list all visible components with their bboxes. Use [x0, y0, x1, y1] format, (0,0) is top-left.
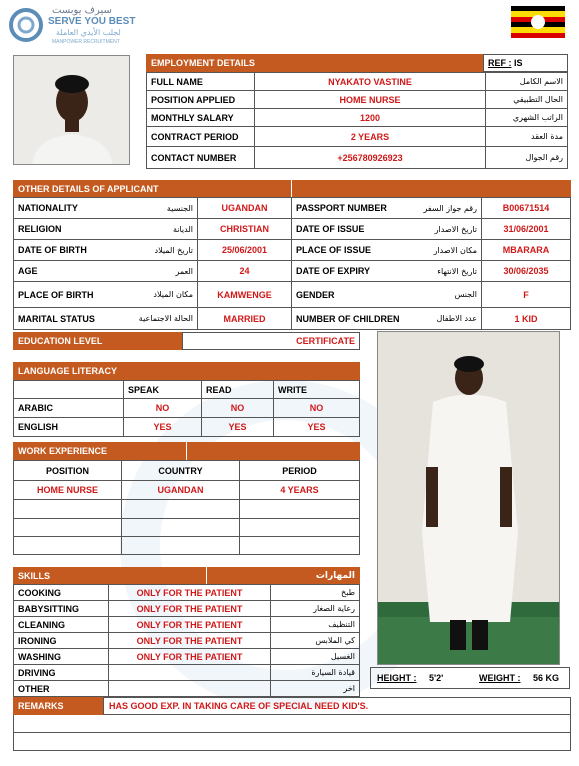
remarks-label-text: REMARKS [18, 701, 64, 711]
detail-label-ar: الجنسية [106, 198, 198, 219]
logo-icon [8, 7, 44, 43]
other-details-header-label: OTHER DETAILS OF APPLICANT [18, 183, 159, 194]
other-details-header-right [291, 180, 571, 197]
field-label-ar: الاسم الكامل [486, 73, 568, 91]
language-value: YES [202, 418, 274, 437]
detail-value: 1 KID [482, 308, 571, 330]
skill-value [109, 681, 271, 697]
detail-value: B00671514 [482, 198, 571, 219]
work-row [14, 481, 360, 500]
language-col: SPEAK [124, 381, 202, 399]
field-label-ar: رقم الجوال [486, 147, 568, 169]
detail-label-ar: عدد الاطفال [404, 308, 482, 330]
detail-value: MARRIED [198, 308, 292, 330]
uganda-flag-icon [511, 6, 565, 38]
detail-value: UGANDAN [198, 198, 292, 219]
field-label: CONTRACT PERIOD [147, 127, 255, 147]
skill-label: BABYSITTING [14, 601, 109, 617]
detail-label-ar: الجنس [404, 282, 482, 308]
field-value: 1200 [255, 109, 486, 127]
skill-label-ar: كي الملابس [271, 633, 360, 649]
work-col: PERIOD [240, 461, 360, 481]
height-weight-box [370, 667, 570, 689]
skill-row [14, 649, 360, 665]
detail-label-ar: تاريخ الاصدار [404, 219, 482, 240]
language-row [14, 418, 360, 437]
employment-header-label: EMPLOYMENT DETAILS [151, 58, 255, 68]
remarks-extra-line [13, 715, 571, 733]
field-label: POSITION APPLIED [147, 91, 255, 109]
detail-label: DATE OF BIRTH [14, 240, 106, 261]
language-header [13, 362, 360, 380]
weight-value: 56 KG [533, 673, 560, 683]
remarks-value: HAS GOOD EXP. IN TAKING CARE OF SPECIAL NEED KID'S. [109, 701, 369, 711]
employment-row [147, 91, 568, 109]
employment-row [147, 109, 568, 127]
detail-value: F [482, 282, 571, 308]
language-value: YES [124, 418, 202, 437]
field-label-ar: الحال التطبيقي [486, 91, 568, 109]
language-name: ARABIC [14, 399, 124, 418]
language-value: NO [202, 399, 274, 418]
skill-value: ONLY FOR THE PATIENT [109, 649, 271, 665]
work-period: 4 YEARS [240, 481, 360, 500]
logo-arabic-sub: لجلب الأيدي العاملة [56, 28, 121, 37]
other-details-table [13, 197, 571, 330]
education-label-text: EDUCATION LEVEL [18, 336, 103, 346]
work-header-row [14, 461, 360, 481]
detail-row [14, 282, 571, 308]
skill-row [14, 633, 360, 649]
applicant-full-photo [377, 331, 560, 665]
work-col: COUNTRY [122, 461, 240, 481]
skill-label: DRIVING [14, 665, 109, 681]
skill-row [14, 585, 360, 601]
skill-value: ONLY FOR THE PATIENT [109, 633, 271, 649]
language-row [14, 399, 360, 418]
employment-row [147, 73, 568, 91]
work-row-empty [14, 500, 360, 519]
detail-label-ar: الديانة [106, 219, 198, 240]
field-label-ar: مدة العقد [486, 127, 568, 147]
skill-label-ar: قيادة السيارة [271, 665, 360, 681]
work-row-empty [14, 537, 360, 555]
skill-label-ar: اخر [271, 681, 360, 697]
detail-value: MBARARA [482, 240, 571, 261]
education-label [13, 332, 182, 350]
detail-value: 24 [198, 261, 292, 282]
detail-label-ar: العمر [106, 261, 198, 282]
work-header-right [186, 442, 360, 460]
skill-value: ONLY FOR THE PATIENT [109, 585, 271, 601]
detail-label-ar: مكان الاصدار [404, 240, 482, 261]
work-col: POSITION [14, 461, 122, 481]
remarks-value-box [103, 697, 571, 715]
detail-row [14, 219, 571, 240]
ref-box [483, 54, 568, 72]
logo-name: SERVE YOU BEST [48, 16, 136, 27]
detail-value: 30/06/2035 [482, 261, 571, 282]
height-value: 5'2' [429, 673, 444, 683]
detail-label-ar: رقم جواز السفر [404, 198, 482, 219]
skills-header-label: SKILLS [18, 570, 51, 581]
language-header-row [14, 381, 360, 399]
skill-label: CLEANING [14, 617, 109, 633]
field-label-ar: الراتب الشهري [486, 109, 568, 127]
employment-table [146, 72, 568, 169]
detail-label: RELIGION [14, 219, 106, 240]
field-value: NYAKATO VASTINE [255, 73, 486, 91]
detail-label: PLACE OF ISSUE [292, 240, 404, 261]
work-table [13, 460, 360, 555]
skill-row [14, 601, 360, 617]
height-label: HEIGHT : [377, 673, 417, 683]
detail-value: 31/06/2001 [482, 219, 571, 240]
skill-value: ONLY FOR THE PATIENT [109, 617, 271, 633]
skill-value: ONLY FOR THE PATIENT [109, 601, 271, 617]
skill-row [14, 681, 360, 697]
skills-table [13, 584, 360, 697]
work-country: UGANDAN [122, 481, 240, 500]
skill-label-ar: طبخ [271, 585, 360, 601]
language-value: NO [124, 399, 202, 418]
logo-tagline: MANPOWER RECRUITMENT [52, 39, 120, 45]
detail-label: DATE OF ISSUE [292, 219, 404, 240]
other-details-header [13, 180, 291, 197]
employment-header [146, 54, 483, 72]
field-value: HOME NURSE [255, 91, 486, 109]
language-corner [14, 381, 124, 399]
detail-row [14, 240, 571, 261]
detail-row [14, 308, 571, 330]
detail-row [14, 261, 571, 282]
logo-arabic: سيرف يوبست [52, 5, 112, 16]
skill-label-ar: رعاية الصغار [271, 601, 360, 617]
ref-value: IS [514, 58, 523, 68]
field-value: +256780926923 [255, 147, 486, 169]
education-value-box [182, 332, 360, 350]
skill-row [14, 617, 360, 633]
employment-row [147, 147, 568, 169]
detail-label-ar: تاريخ الميلاد [106, 240, 198, 261]
detail-label: PASSPORT NUMBER [292, 198, 404, 219]
work-header-label: WORK EXPERIENCE [18, 446, 108, 456]
language-table [13, 380, 360, 437]
skill-label: OTHER [14, 681, 109, 697]
skill-row [14, 665, 360, 681]
work-position: HOME NURSE [14, 481, 122, 500]
language-header-label: LANGUAGE LITERACY [18, 366, 117, 376]
skill-label-ar: التنظيف [271, 617, 360, 633]
skills-header [13, 567, 206, 584]
language-col: READ [202, 381, 274, 399]
field-label: MONTHLY SALARY [147, 109, 255, 127]
ref-label: REF : [488, 58, 512, 68]
education-value: CERTIFICATE [296, 336, 355, 346]
detail-label: PLACE OF BIRTH [14, 282, 106, 308]
skills-header-ar: المهارات [315, 570, 355, 581]
field-label: CONTACT NUMBER [147, 147, 255, 169]
applicant-face-photo [13, 55, 130, 165]
remarks-label [13, 697, 103, 715]
detail-label: NATIONALITY [14, 198, 106, 219]
detail-label: DATE OF EXPIRY [292, 261, 404, 282]
language-value: NO [274, 399, 360, 418]
weight-label: WEIGHT : [479, 673, 521, 683]
detail-label: NUMBER OF CHILDREN [292, 308, 404, 330]
detail-label-ar: تاريخ الانتهاء [404, 261, 482, 282]
skill-label: COOKING [14, 585, 109, 601]
detail-label-ar: مكان الميلاد [106, 282, 198, 308]
remarks-extra-line [13, 733, 571, 751]
work-row-empty [14, 519, 360, 537]
skill-label: IRONING [14, 633, 109, 649]
skill-label-ar: الغسيل [271, 649, 360, 665]
language-value: YES [274, 418, 360, 437]
detail-label: MARITAL STATUS [14, 308, 106, 330]
detail-label: GENDER [292, 282, 404, 308]
language-name: ENGLISH [14, 418, 124, 437]
work-header [13, 442, 186, 460]
skills-header-ar-box [206, 567, 360, 584]
detail-label: AGE [14, 261, 106, 282]
field-value: 2 YEARS [255, 127, 486, 147]
detail-value: 25/06/2001 [198, 240, 292, 261]
employment-row [147, 127, 568, 147]
language-col: WRITE [274, 381, 360, 399]
detail-value: KAMWENGE [198, 282, 292, 308]
detail-value: CHRISTIAN [198, 219, 292, 240]
company-logo [6, 4, 156, 46]
detail-label-ar: الحالة الاجتماعية [106, 308, 198, 330]
field-label: FULL NAME [147, 73, 255, 91]
skill-label: WASHING [14, 649, 109, 665]
skill-value [109, 665, 271, 681]
detail-row [14, 198, 571, 219]
